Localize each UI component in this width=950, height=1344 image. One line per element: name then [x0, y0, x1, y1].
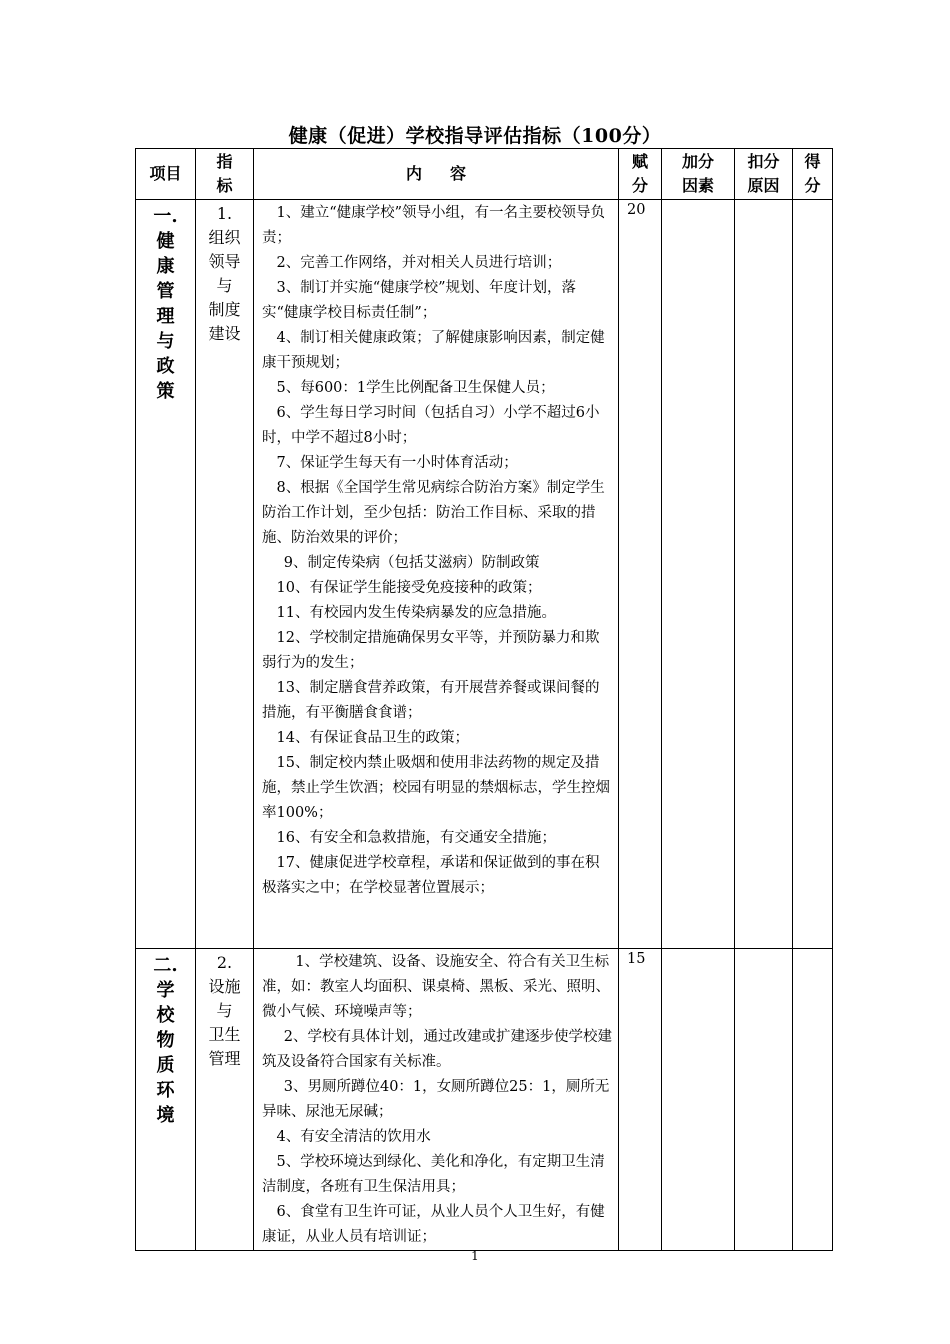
- content-item: 12、学校制定措施确保男女平等，并预防暴力和欺弱行为的发生；: [262, 630, 600, 671]
- content-item: 4、有安全清洁的饮用水: [276, 1129, 431, 1145]
- indicator-line: 卫生: [208, 1025, 241, 1044]
- indicator-line: 建设: [208, 324, 241, 343]
- indicator-cell: [196, 949, 254, 1251]
- content-item: 1、建立“健康学校”领导小组，有一名主要校领导负责；: [262, 205, 606, 246]
- header-got: 得 分: [793, 149, 833, 200]
- section-char: 物: [156, 1030, 175, 1051]
- content-item: 17、健康促进学校章程，承诺和保证做到的事在积极落实之中；在学校显著位置展示；: [262, 855, 600, 896]
- content-item: 8、根据《全国学生常见病综合防治方案》制定学生防治工作计划，至少包括：防治工作目标、采取的措施、防治效果的评价；: [262, 480, 605, 546]
- section-char: 康: [156, 256, 175, 277]
- indicator-line: 管理: [208, 1049, 241, 1068]
- indicator-line: 2.: [216, 953, 233, 972]
- content-item: 3、制订并实施“健康学校”规划、年度计划，落实“健康学校目标责任制”；: [262, 280, 577, 321]
- section-title-cell: [136, 200, 196, 949]
- section-char: 质: [156, 1055, 175, 1076]
- content-item: 10、有保证学生能接受免疫接种的政策；: [276, 580, 542, 596]
- indicator-line: 制度: [208, 300, 241, 319]
- content-cell: [254, 949, 619, 1251]
- header-indicator: 指 标: [196, 149, 254, 200]
- content-item: 6、学生每日学习时间（包括自习）小学不超过6小时，中学不超过8小时；: [262, 405, 600, 446]
- section-char: 理: [156, 306, 175, 327]
- content-item: 11、有校园内发生传染病暴发的应急措施。: [276, 605, 556, 621]
- got-cell: [793, 949, 833, 1251]
- indicator-cell: [196, 200, 254, 949]
- header-score: 赋 分: [619, 149, 662, 200]
- header-bonus: 加分 因素: [662, 149, 735, 200]
- content-item: 6、食堂有卫生许可证，从业人员个人卫生好，有健康证，从业人员有培训证；: [262, 1204, 605, 1245]
- content-item: 13、制定膳食营养政策，有开展营养餐或课间餐的措施，有平衡膳食食谱；: [262, 680, 600, 721]
- content-item: 5、每600：1学生比例配备卫生保健人员；: [276, 380, 555, 396]
- score-cell: 15: [619, 949, 662, 1251]
- content-item: 7、保证学生每天有一小时体育活动；: [276, 455, 518, 471]
- section-char: 政: [156, 356, 175, 377]
- section-char: 健: [156, 231, 175, 252]
- section-number: 一.: [153, 206, 178, 227]
- content-item: 2、完善工作网络，并对相关人员进行培训；: [276, 255, 562, 271]
- indicator-line: 领导: [208, 252, 241, 271]
- indicator-line: 设施: [208, 977, 241, 996]
- section-number: 二.: [153, 955, 178, 976]
- score-cell: 20: [619, 200, 662, 949]
- section-char: 环: [156, 1080, 175, 1101]
- section-row: [136, 949, 833, 1251]
- content-item: 9、制定传染病（包括艾滋病）防制政策: [283, 555, 540, 571]
- section-char: 学: [156, 980, 175, 1001]
- content-item: 3、男厕所蹲位40：1，女厕所蹲位25：1，厕所无异味、尿池无尿碱；: [262, 1079, 610, 1120]
- indicator-line: 与: [216, 1001, 233, 1020]
- indicator-line: 1.: [216, 204, 233, 223]
- section-char: 校: [156, 1005, 175, 1026]
- got-cell: [793, 200, 833, 949]
- evaluation-table: [135, 148, 833, 1251]
- content-cell: [254, 200, 619, 949]
- indicator-line: 组织: [208, 228, 241, 247]
- content-item: 5、学校环境达到绿化、美化和净化，有定期卫生清洁制度，各班有卫生保洁用具；: [262, 1154, 605, 1195]
- section-char: 与: [156, 331, 175, 352]
- content-item: 1、学校建筑、设备、设施安全、符合有关卫生标准，如：教室人均面积、课桌椅、黑板、采光、照明、微小气候、环境噪声等；: [262, 954, 610, 1020]
- content-item: 16、有安全和急救措施，有交通安全措施；: [276, 830, 556, 846]
- content-item: 4、制订相关健康政策；了解健康影响因素，制定健康干预规划；: [262, 330, 605, 371]
- section-char: 境: [156, 1105, 175, 1126]
- deduct-cell: [735, 200, 793, 949]
- bonus-cell: [662, 949, 735, 1251]
- header-content: 内容: [254, 149, 619, 200]
- header-deduct: 扣分 原因: [735, 149, 793, 200]
- page-number: 1: [471, 1249, 479, 1263]
- document-title: 健康（促进）学校指导评估指标（100分）: [288, 125, 662, 147]
- section-char: 策: [156, 381, 175, 402]
- header-row: [136, 149, 833, 200]
- section-row: [136, 200, 833, 949]
- section-title-cell: [136, 949, 196, 1251]
- section-char: 管: [156, 281, 175, 302]
- header-item: 项目: [136, 149, 196, 200]
- deduct-cell: [735, 949, 793, 1251]
- content-item: 14、有保证食品卫生的政策；: [276, 730, 469, 746]
- bonus-cell: [662, 200, 735, 949]
- indicator-line: 与: [216, 276, 233, 295]
- content-item: 2、学校有具体计划，通过改建或扩建逐步使学校建筑及设备符合国家有关标准。: [262, 1029, 612, 1070]
- content-item: 15、制定校内禁止吸烟和使用非法药物的规定及措施，禁止学生饮酒；校园有明显的禁烟标志，学生控烟率100%；: [262, 755, 610, 821]
